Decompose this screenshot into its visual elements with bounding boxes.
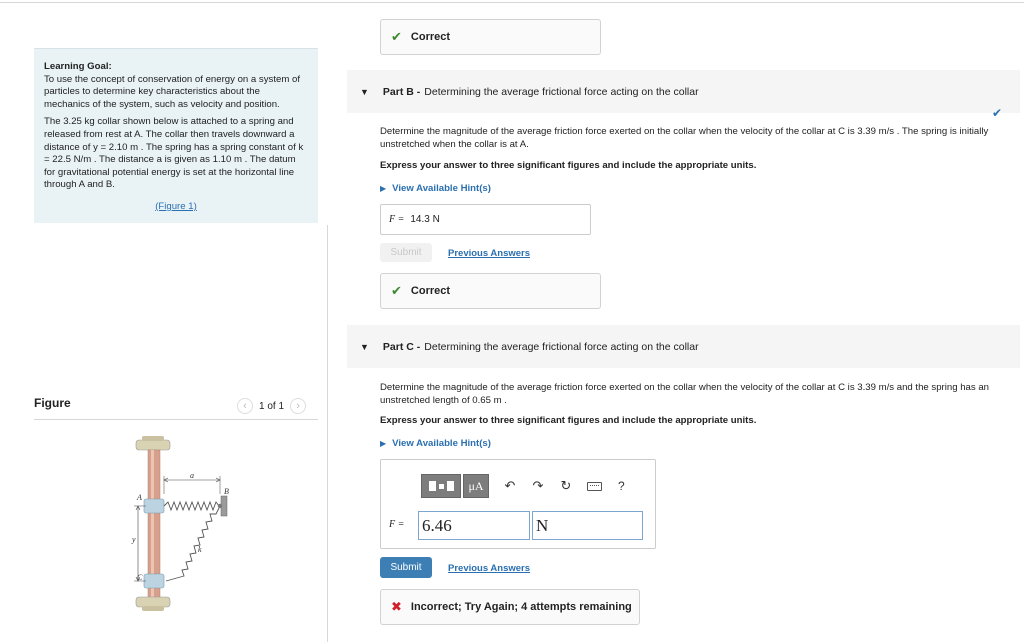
part-c-unit-input[interactable]: N <box>532 511 643 540</box>
part-a-feedback <box>380 19 601 55</box>
part-c-answer-variable: F = <box>389 519 405 530</box>
learning-goal-title: Learning Goal: <box>44 61 112 72</box>
figure-label-a: a <box>190 471 194 480</box>
part-c-header[interactable] <box>347 325 1020 368</box>
part-b-submit-button[interactable]: Submit <box>380 243 432 262</box>
undo-icon[interactable]: ↶ <box>504 478 516 493</box>
part-b-previous-answers-link[interactable]: Previous Answers <box>448 248 531 259</box>
part-b-label: Part B - <box>382 85 421 98</box>
help-icon[interactable]: ? <box>618 479 625 493</box>
collapse-triangle-icon: ▼ <box>360 341 369 352</box>
learning-goal-text: To use the concept of conservation of energy on a system of particles to determine key characteristics about the mechanics of the system, such as velocity and position. <box>44 73 300 110</box>
reset-icon[interactable]: ↻ <box>560 478 572 493</box>
part-b-complete-check-icon: ✔ <box>992 106 1003 120</box>
top-divider <box>0 2 1024 3</box>
part-b-answer-box <box>380 204 591 235</box>
cross-icon: ✖ <box>391 599 402 614</box>
part-b-hint-label: View Available Hint(s) <box>392 183 491 194</box>
part-b-hint-toggle[interactable] <box>380 183 491 194</box>
part-c-title: Determining the average frictional force acting on the collar <box>424 340 699 353</box>
column-divider <box>327 225 328 642</box>
units-button[interactable]: μA <box>463 474 489 498</box>
part-b-feedback <box>380 273 601 309</box>
figure-divider <box>34 419 318 420</box>
redo-icon[interactable]: ↷ <box>532 478 544 493</box>
expand-triangle-icon: ▶ <box>380 184 387 193</box>
part-c-hint-toggle[interactable] <box>380 438 491 449</box>
part-b-header[interactable] <box>347 70 1020 113</box>
figure-title: Figure <box>34 396 71 410</box>
part-b-instruction: Express your answer to three significant figures and include the appropriate units. <box>380 160 757 171</box>
figure-label-A: A <box>137 493 142 502</box>
part-c-instruction: Express your answer to three significant figures and include the appropriate units. <box>380 415 757 426</box>
part-c-label: Part C - <box>382 340 421 353</box>
part-a-feedback-text: Correct <box>410 31 451 43</box>
part-c-feedback-text: Incorrect; Try Again; 4 attempts remaining <box>410 601 632 613</box>
figure-pager <box>237 398 306 414</box>
part-b-feedback-text: Correct <box>410 285 451 297</box>
part-b-question: Determine the magnitude of the average friction force exerted on the collar when the velocity of the collar at C is 3.39 m/s . The spring is initially unstretched when the collar is at A. <box>380 126 989 150</box>
part-c-hint-label: View Available Hint(s) <box>392 438 491 449</box>
previous-figure-button[interactable]: ‹ <box>237 398 253 414</box>
figure-link[interactable]: (Figure 1) <box>155 200 197 212</box>
next-figure-button[interactable]: › <box>290 398 306 414</box>
part-b-answer-variable: F = <box>389 214 405 225</box>
collar-spring-figure <box>128 436 248 612</box>
collapse-triangle-icon: ▼ <box>360 86 369 97</box>
learning-goal-panel <box>34 48 318 223</box>
figure-page-count: 1 of 1 <box>259 400 285 412</box>
problem-statement: The 3.25 kg collar shown below is attached to a spring and released from rest at A. The collar then travels downward a distance of y = 2.10 m . The spring has a spring constant of k = 22.5 N/m . The distance a is given as 1.10 m . The datum for gravitational potential energy is set at the horizontal line through A and B. <box>44 116 304 191</box>
figure-label-y: y <box>132 535 136 544</box>
expand-triangle-icon: ▶ <box>380 439 387 448</box>
figure-label-C: C <box>137 573 143 582</box>
check-icon: ✔ <box>391 29 402 44</box>
part-b-answer-value: 14.3 N <box>410 214 440 225</box>
keyboard-icon[interactable] <box>587 482 602 491</box>
part-b-title: Determining the average frictional force acting on the collar <box>424 85 699 98</box>
part-c-answer-editor <box>380 459 656 549</box>
figure-label-k: k <box>198 545 202 554</box>
templates-button[interactable] <box>421 474 461 498</box>
part-c-value-input[interactable]: 6.46 <box>418 511 530 540</box>
check-icon: ✔ <box>391 283 402 298</box>
part-c-feedback <box>380 589 640 625</box>
part-c-previous-answers-link[interactable]: Previous Answers <box>448 563 531 574</box>
figure-label-B: B <box>224 487 229 496</box>
part-c-question: Determine the magnitude of the average friction force exerted on the collar when the velocity of the collar at C is 3.39 m/s and the spring has an unstretched length of 0.65 m . <box>380 382 990 406</box>
math-toolbar <box>421 474 625 498</box>
part-c-submit-button[interactable]: Submit <box>380 557 432 578</box>
